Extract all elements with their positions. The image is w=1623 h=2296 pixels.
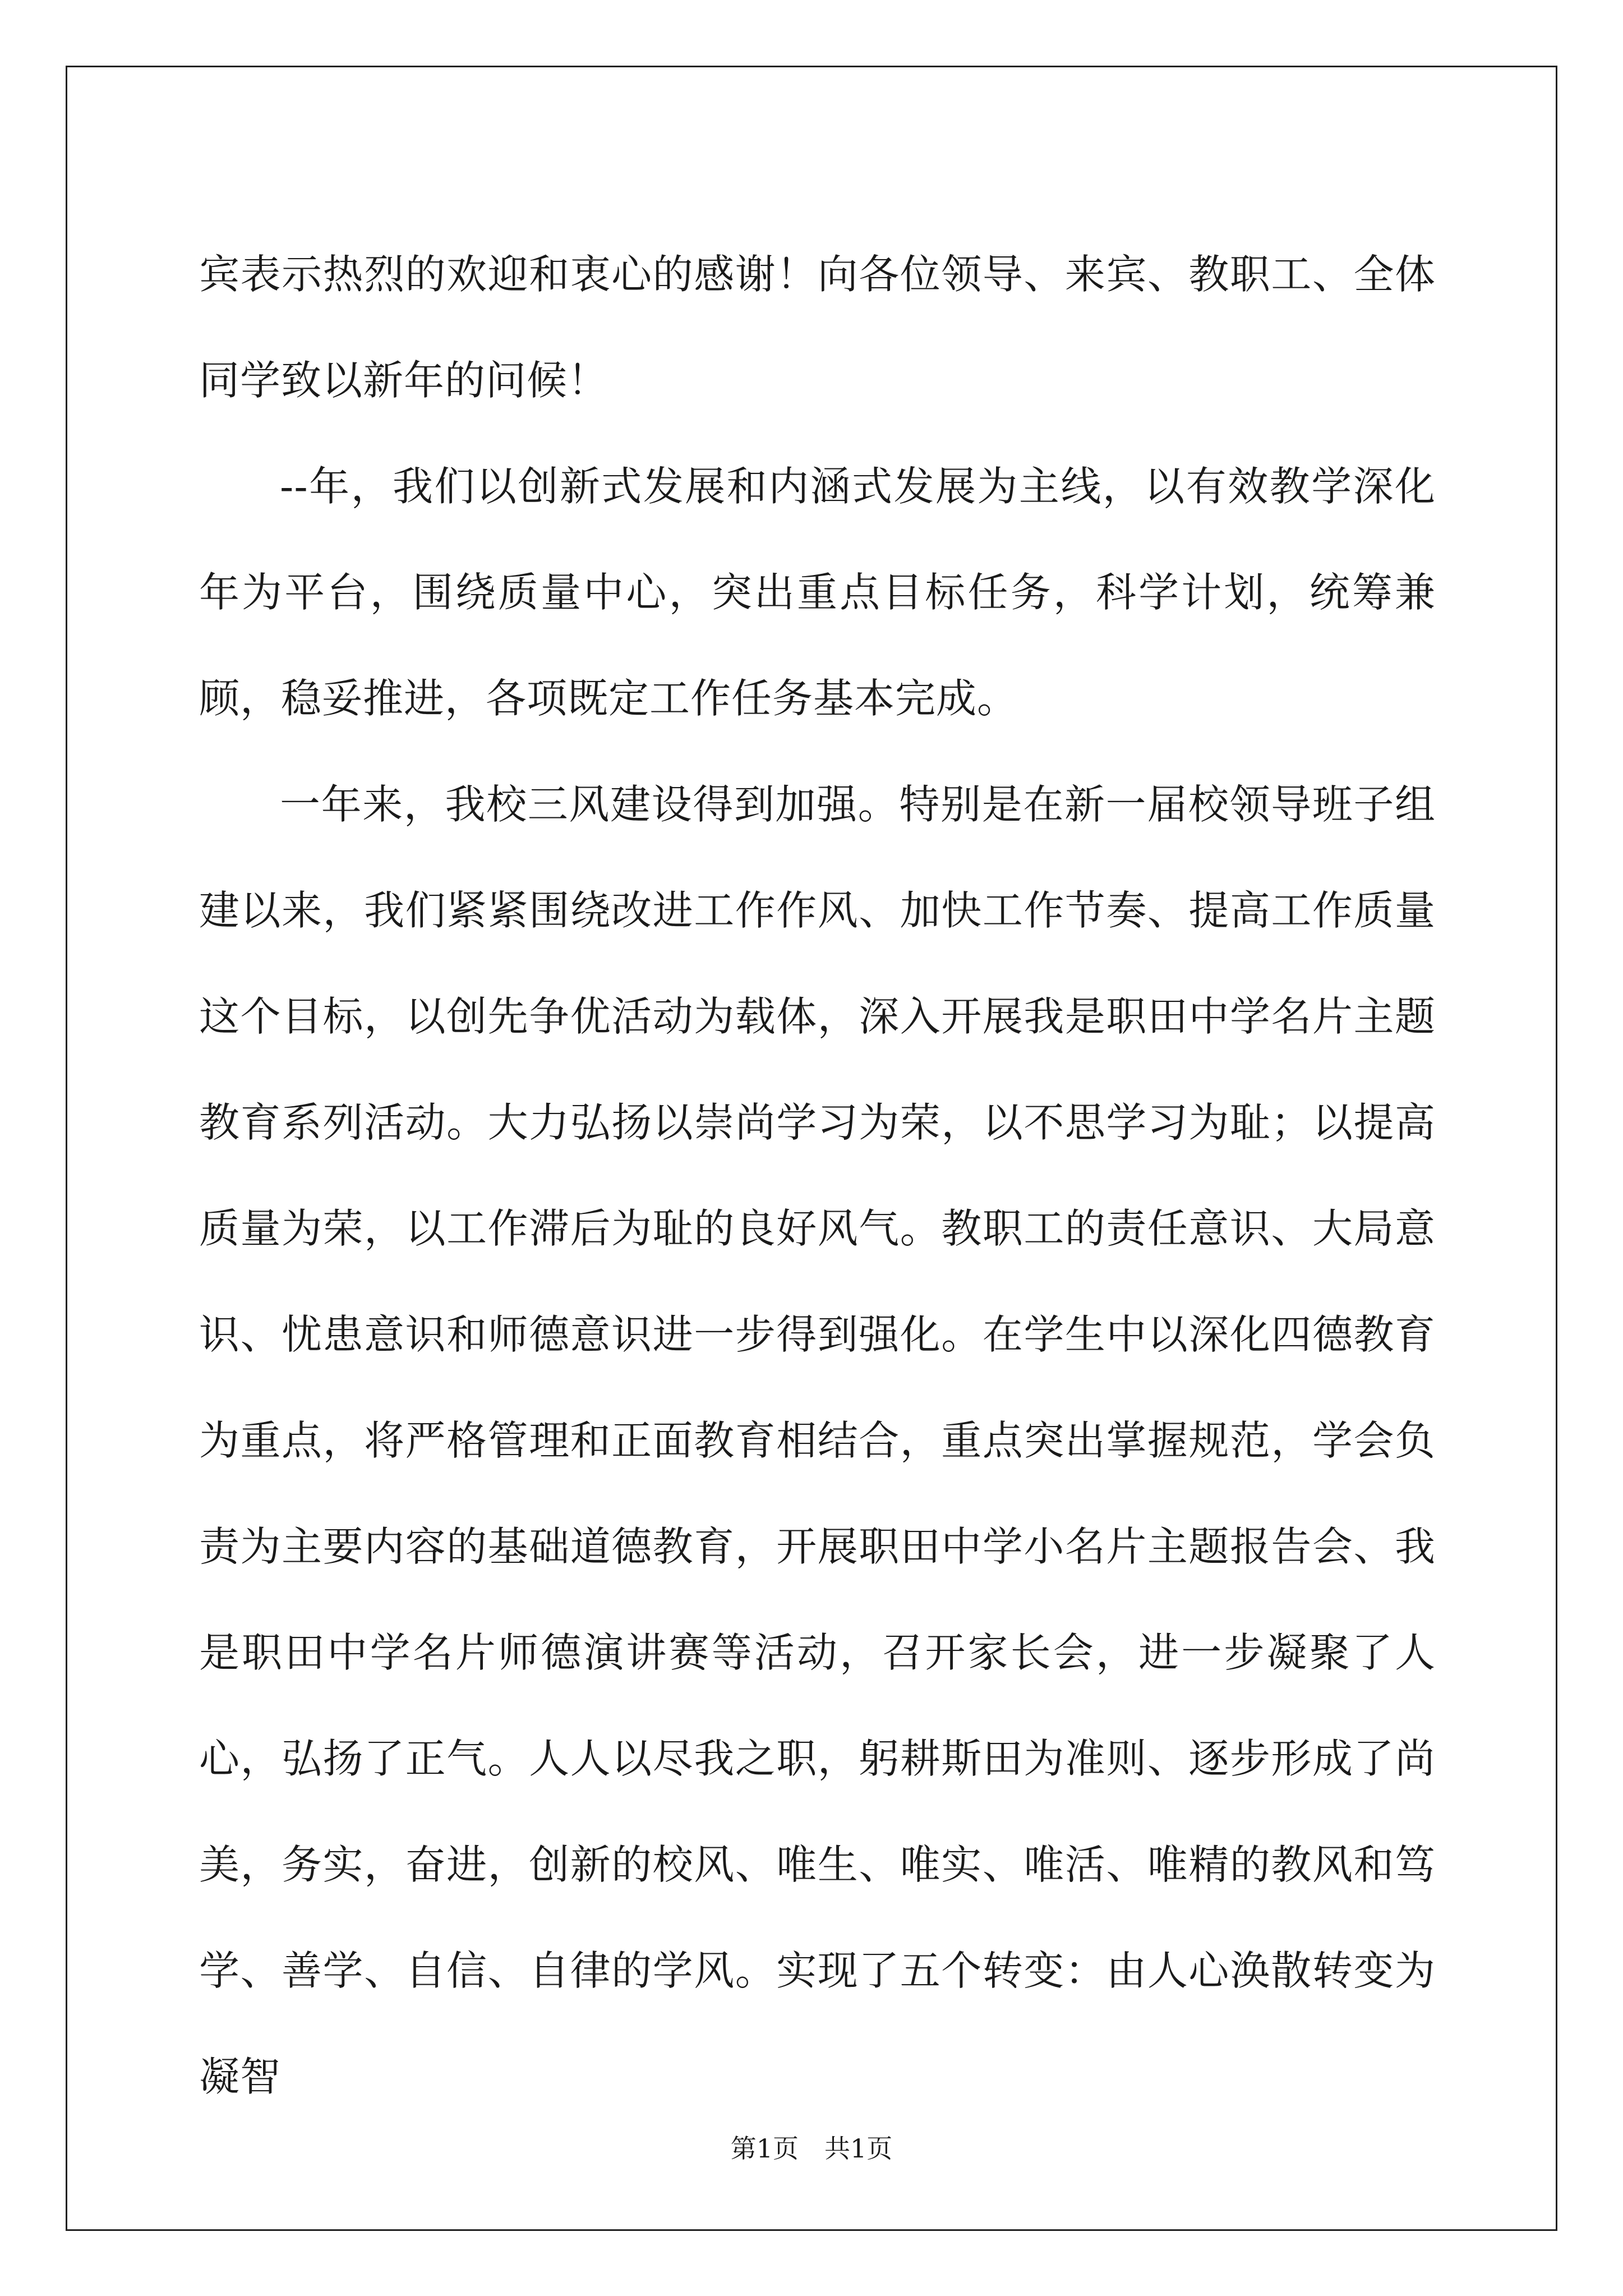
paragraph-2: --年，我们以创新式发展和内涵式发展为主线，以有效教学深化年为平台，围绕质量中心，突出重点目标任务，科学计划，统筹兼顾，稳妥推进，各项既定工作任务基本完成。	[199, 463, 1436, 722]
document-body	[199, 222, 1436, 2130]
page-number-footer: 第1页 共1页	[730, 2133, 893, 2164]
paragraph-1: 宾表示热烈的欢迎和衷心的感谢！向各位领导、来宾、教职工、全体同学致以新年的问候！	[199, 251, 1436, 404]
paragraph-3: 一年来，我校三风建设得到加强。特别是在新一届校领导班子组建以来，我们紧紧围绕改进工作作风、加快工作节奏、提高工作质量这个目标，以创先争优活动为载体，深入开展我是职田中学名片主题教育系列活动。大力弘扬以崇尚学习为荣，以不思学习为耻；以提高质量为荣，以工作滞后为耻的良好风气。教职工的责任意识、大局意识、忧患意识和师德意识进一步得到强化。在学生中以深化四德教育为重点，将严格管理和正面教育相结合，重点突出掌握规范，学会负责为主要内容的基础道德教育，开展职田中学小名片主题报告会、我是职田中学名片师德演讲赛等活动，召开家长会，进一步凝聚了人心，弘扬了正气。人人以尽我之职，躬耕斯田为准则、逐步形成了尚美，务实，奋进，创新的校风、唯生、唯实、唯活、唯精的教风和笃学、善学、自信、自律的学风。实现了五个转变：由人心涣散转变为凝智	[199, 781, 1436, 2100]
